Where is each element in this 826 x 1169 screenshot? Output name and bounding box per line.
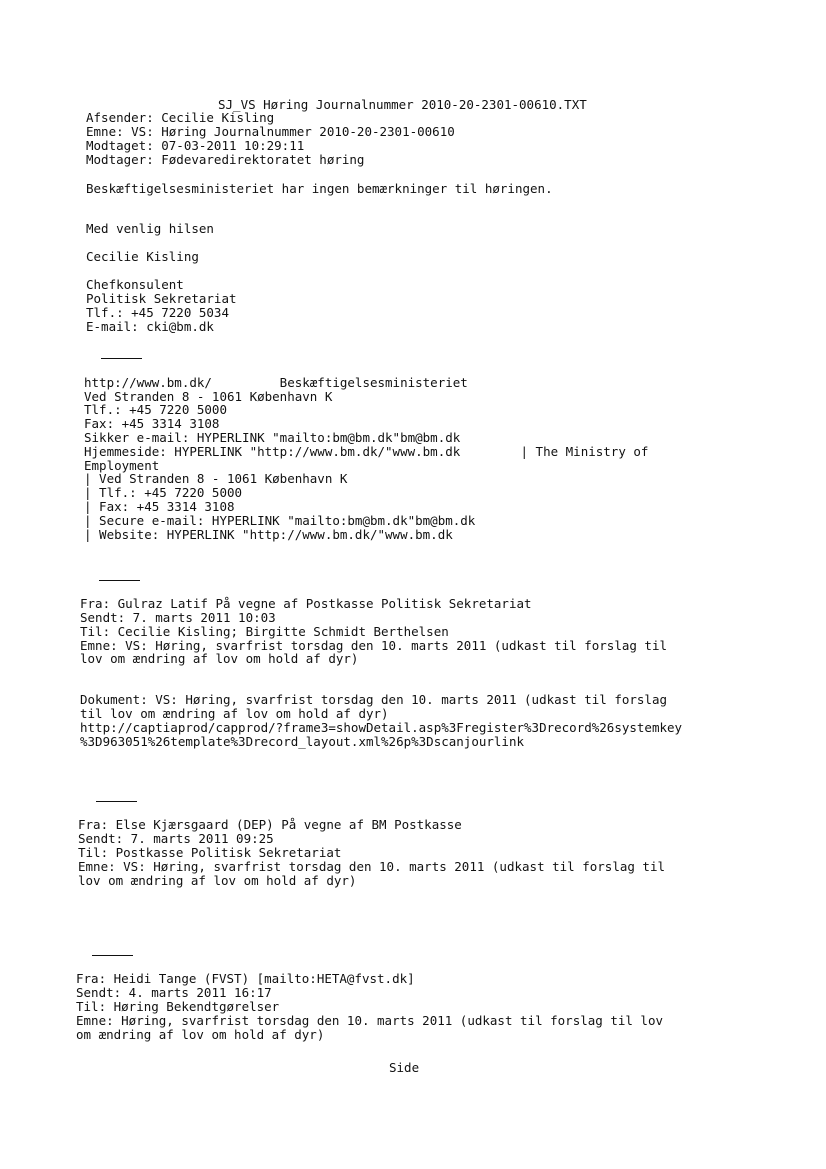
ministry-website-en: | Website: HYPERLINK "http://www.bm.dk/"www.bm.dk	[84, 527, 453, 542]
email2-subject: Emne: VS: Høring, svarfrist torsdag den 10. marts 2011 (udkast til forslag til	[78, 859, 665, 874]
ministry-fax: Fax: +45 3314 3108	[84, 416, 220, 431]
received-date-line: Modtaget: 07-03-2011 10:29:11	[86, 138, 305, 153]
email1-document-link-cont: %3D963051%26template%3Drecord_layout.xml%26p%3Dscanjourlink	[80, 734, 525, 749]
email3-from: Fra: Heidi Tange (FVST) [mailto:HETA@fvst.dk]	[76, 971, 415, 986]
greeting: Med venlig hilsen	[86, 221, 214, 236]
subject-line: Emne: VS: Høring Journalnummer 2010-20-2301-00610	[86, 124, 455, 139]
ministry-website: Hjemmeside: HYPERLINK "http://www.bm.dk/"www.bm.dk | The Ministry of	[84, 444, 649, 459]
email2-subject-cont: lov om ændring af lov om hold af dyr)	[78, 873, 357, 888]
email3-sent: Sendt: 4. marts 2011 16:17	[76, 985, 272, 1000]
signature-email: E-mail: cki@bm.dk	[86, 319, 214, 334]
email2-from: Fra: Else Kjærsgaard (DEP) På vegne af BM Postkasse	[78, 817, 462, 832]
email3-to: Til: Høring Bekendtgørelser	[76, 999, 280, 1014]
email3-subject-cont: om ændring af lov om hold af dyr)	[76, 1027, 325, 1042]
document-title: SJ_VS Høring Journalnummer 2010-20-2301-00610.TXT	[218, 97, 587, 112]
separator-rule	[96, 801, 137, 802]
page-label: Side	[389, 1060, 420, 1075]
email1-document-cont: til lov om ændring af lov om hold af dyr)	[80, 706, 389, 721]
separator-rule	[92, 955, 133, 956]
sender-line: Afsender: Cecilie Kisling	[86, 110, 275, 125]
email1-sent: Sendt: 7. marts 2011 10:03	[80, 610, 276, 625]
email2-to: Til: Postkasse Politisk Sekretariat	[78, 845, 342, 860]
email1-subject-cont: lov om ændring af lov om hold af dyr)	[80, 651, 359, 666]
email1-subject: Emne: VS: Høring, svarfrist torsdag den 10. marts 2011 (udkast til forslag til	[80, 638, 667, 653]
sender-name: Cecilie Kisling	[86, 249, 199, 264]
separator-rule	[101, 358, 142, 359]
ministry-address: Ved Stranden 8 - 1061 København K	[84, 389, 333, 404]
email1-from: Fra: Gulraz Latif På vegne af Postkasse Politisk Sekretariat	[80, 596, 532, 611]
email2-sent: Sendt: 7. marts 2011 09:25	[78, 831, 274, 846]
message-text: Beskæftigelsesministeriet har ingen bemærkninger til høringen.	[86, 181, 553, 196]
ministry-phone: Tlf.: +45 7220 5000	[84, 402, 227, 417]
email1-document: Dokument: VS: Høring, svarfrist torsdag den 10. marts 2011 (udkast til forslag	[80, 692, 667, 707]
ministry-secure-email-en: | Secure e-mail: HYPERLINK "mailto:bm@bm.dk"bm@bm.dk	[84, 513, 476, 528]
ministry-phone-en: | Tlf.: +45 7220 5000	[84, 485, 243, 500]
separator-rule	[99, 580, 140, 581]
ministry-address-en: | Ved Stranden 8 - 1061 København K	[84, 471, 348, 486]
signature-title: Chefkonsulent	[86, 277, 184, 292]
ministry-fax-en: | Fax: +45 3314 3108	[84, 499, 235, 514]
signature-phone: Tlf.: +45 7220 5034	[86, 305, 229, 320]
email1-to: Til: Cecilie Kisling; Birgitte Schmidt Berthelsen	[80, 624, 449, 639]
email3-subject: Emne: Høring, svarfrist torsdag den 10. marts 2011 (udkast til forslag til lov	[76, 1013, 663, 1028]
recipient-line: Modtager: Fødevaredirektoratet høring	[86, 152, 365, 167]
email1-document-link: http://captiaprod/capprod/?frame3=showDetail.asp%3Fregister%3Drecord%26systemkey	[80, 720, 683, 735]
ministry-english-name: Employment	[84, 458, 160, 473]
ministry-secure-email: Sikker e-mail: HYPERLINK "mailto:bm@bm.dk"bm@bm.dk	[84, 430, 461, 445]
signature-department: Politisk Sekretariat	[86, 291, 237, 306]
ministry-url-line: http://www.bm.dk/ Beskæftigelsesministeriet	[84, 375, 468, 390]
